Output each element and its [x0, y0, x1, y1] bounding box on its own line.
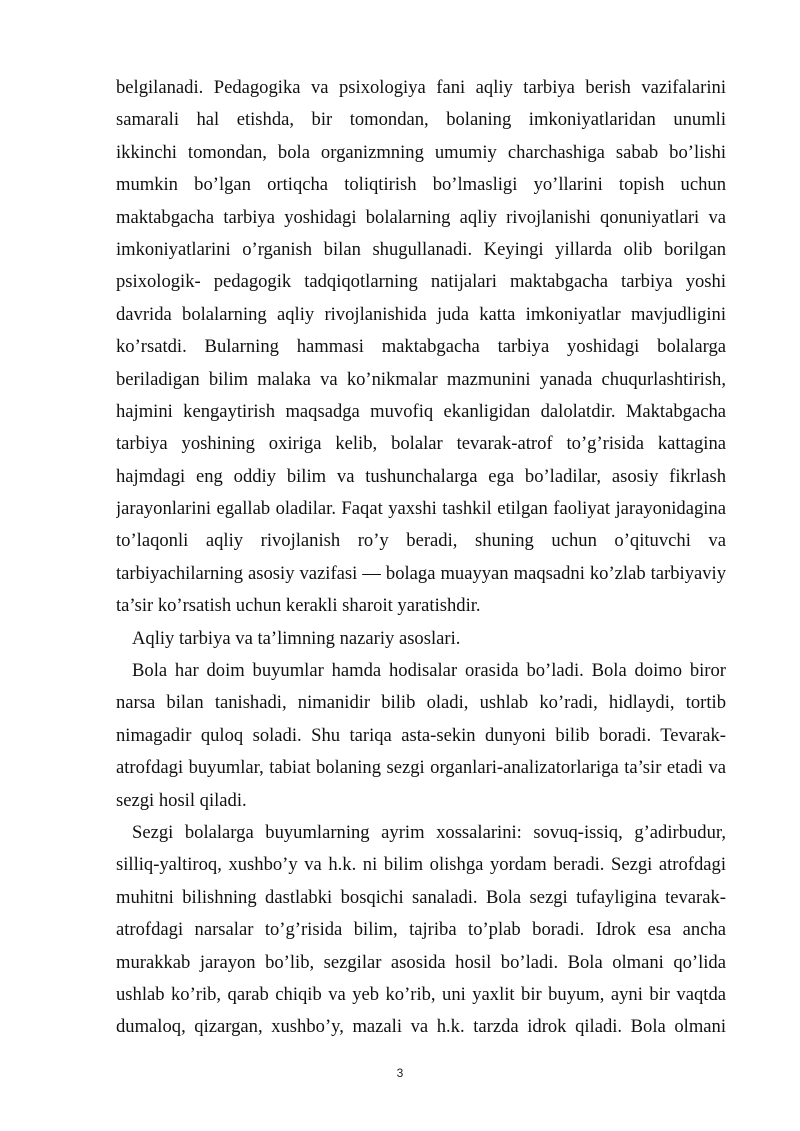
text-line: imkoniyatlarini o’rganish bilan shugullanadi. Keyingi yillarda olib borilgan	[116, 238, 726, 260]
text-line: narsa bilan tanishadi, nimanidir bilib oladi, ushlab ko’radi, hidlaydi, tortib	[116, 692, 726, 714]
text-line: ikkinchi tomondan, bola organizmning umumiy charchashiga sabab bo’lishi	[116, 141, 726, 163]
text-line: davrida bolalarning aqliy rivojlanishida juda katta imkoniyatlar mavjudligini	[116, 303, 726, 325]
text-line: samarali hal etishda, bir tomondan, bolaning imkoniyatlaridan unumli	[116, 109, 726, 131]
text-line: maktabgacha tarbiya yoshidagi bolalarning aqliy rivojlanishi qonuniyatlari va	[116, 206, 726, 228]
text-line: sezgi hosil qiladi.	[116, 789, 247, 811]
text-line: Sezgi bolalarga buyumlarning ayrim xossalarini: sovuq-issiq, g’adirbudur,	[132, 821, 726, 843]
text-line: Aqliy tarbiya va ta’limning nazariy asoslari.	[132, 627, 461, 649]
page-number: 3	[396, 1066, 404, 1080]
text-line: silliq-yaltiroq, xushbo’y va h.k. ni bilim olishga yordam beradi. Sezgi atrofdagi	[116, 854, 726, 876]
text-line: hajmini kengaytirish maqsadga muvofiq ekanligidan dalolatdir. Maktabgacha	[116, 400, 726, 422]
text-line: mumkin bo’lgan ortiqcha toliqtirish bo’lmasligi yo’llarini topish uchun	[116, 174, 726, 196]
text-line: dumaloq, qizargan, xushbo’y, mazali va h.k. tarzda idrok qiladi. Bola olmani	[116, 1016, 726, 1038]
text-line: hajmdagi eng oddiy bilim va tushunchalarga ega bo’ladilar, asosiy fikrlash	[116, 465, 726, 487]
text-line: psixologik- pedagogik tadqiqotlarning natijalari maktabgacha tarbiya yoshi	[116, 271, 726, 293]
text-line: atrofdagi narsalar to’g’risida bilim, tajriba to’plab boradi. Idrok esa ancha	[116, 919, 726, 941]
text-line: ushlab ko’rib, qarab chiqib va yeb ko’rib, uni yaxlit bir buyum, ayni bir vaqtda	[116, 983, 726, 1005]
body-text	[116, 72, 726, 1044]
text-line: beriladigan bilim malaka va ko’nikmalar mazmunini yanada chuqurlashtirish,	[116, 368, 726, 390]
text-line: tarbiyachilarning asosiy vazifasi — bolaga muayyan maqsadni ko’zlab tarbiyaviy	[116, 562, 726, 584]
text-line: atrofdagi buyumlar, tabiat bolaning sezgi organlari-analizatorlariga ta’sir etadi va	[116, 757, 726, 779]
text-line: tarbiya yoshining oxiriga kelib, bolalar tevarak-atrof to’g’risida kattagina	[116, 433, 726, 455]
text-line: muhitni bilishning dastlabki bosqichi sanaladi. Bola sezgi tufayligina tevarak-	[116, 886, 726, 908]
text-line: ko’rsatdi. Bularning hammasi maktabgacha tarbiya yoshidagi bolalarga	[116, 336, 726, 358]
text-line: ta’sir ko’rsatish uchun kerakli sharoit yaratishdir.	[116, 595, 481, 617]
text-line: to’laqonli aqliy rivojlanish ro’y beradi, shuning uchun o’qituvchi va	[116, 530, 726, 552]
text-line: nimagadir quloq soladi. Shu tariqa asta-sekin dunyoni bilib boradi. Tevarak-	[116, 724, 726, 746]
text-line: jarayonlarini egallab oladilar. Faqat yaxshi tashkil etilgan faoliyat jarayonidagina	[116, 498, 726, 520]
text-line: belgilanadi. Pedagogika va psixologiya fani aqliy tarbiya berish vazifalarini	[116, 77, 726, 98]
text-line: Bola har doim buyumlar hamda hodisalar orasida bo’ladi. Bola doimo biror	[132, 660, 726, 682]
text-line: murakkab jarayon bo’lib, sezgilar asosida hosil bo’ladi. Bola olmani qo’lida	[116, 951, 726, 973]
